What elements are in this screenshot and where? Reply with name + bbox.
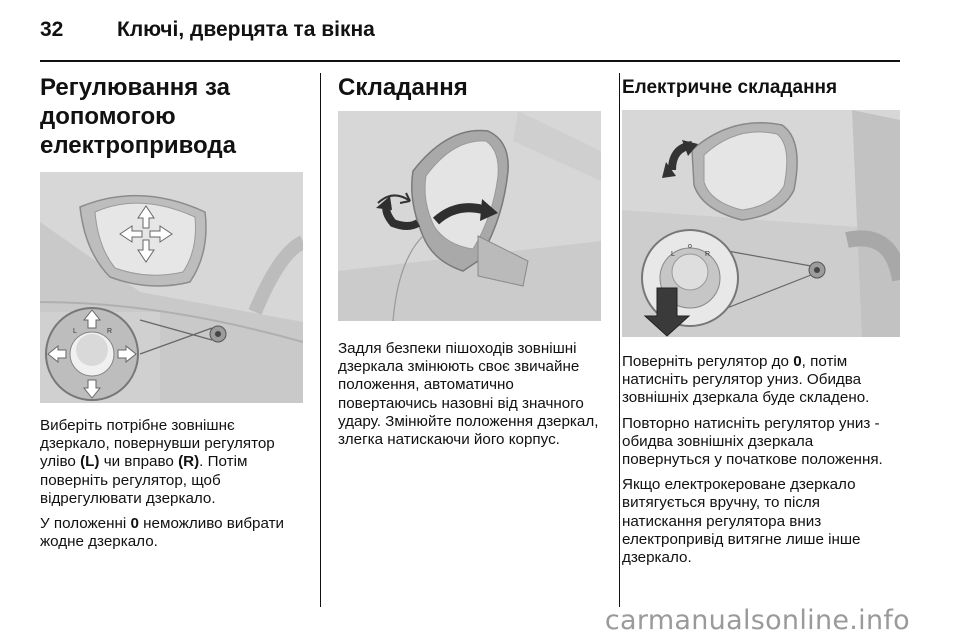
figure-mirror-folding <box>338 111 601 321</box>
paragraph-position-zero: У положенні 0 неможливо вибрати жодне дзеркало. <box>40 515 285 551</box>
fig3-knob-label-left: L <box>671 251 675 258</box>
figure-mirror-adjustment <box>40 172 303 403</box>
paragraph-press-again: Повторно натисніть регулятор униз - обидва зовнішніх дзеркала повернуться у початкове положення. <box>622 414 883 469</box>
paragraph-select-mirror: Виберіть потрібне зовнішнє дзеркало, повернувши регулятор уліво (L) чи вправо (R). Потім поверніть регулятор, щоб відрегулювати дзеркало. <box>40 417 275 507</box>
watermark: carmanualsonline.info <box>604 605 910 636</box>
paragraph-folding-safety: Задля безпеки пішоходів зовнішні дзеркала змінюють своє звичайне положення, автоматично повертаючись назовні від значного удару. Змінюйте положення дзеркал, злегка натискаючи його корпус. <box>338 340 599 449</box>
section-heading-folding: Складання <box>338 74 468 101</box>
figure-electric-folding <box>622 110 900 337</box>
section-heading-power-adjustment: Регулювання за допомогою електропривода <box>40 74 236 159</box>
fig3-knob-label-center: o <box>688 243 692 250</box>
fig1-knob-label-right: R <box>107 328 113 335</box>
column-divider-right <box>619 73 620 607</box>
fig3-knob-label-right: R <box>705 251 711 258</box>
page-header-title: Ключі, дверцята та вікна <box>117 18 375 41</box>
column-folding <box>338 73 606 449</box>
paragraph-turn-to-zero: Поверніть регулятор до 0, потім натисніть регулятор униз. Обидва зовнішніх дзеркала буде складено. <box>622 353 870 407</box>
column-divider-left <box>320 73 321 607</box>
paragraph-manual-extension: Якщо електрокероване дзеркало витягується вручну, то після натискання регулятора вниз електропривід витягне лише інше дзеркало. <box>622 476 861 567</box>
page-number: 32 <box>40 18 64 41</box>
fig1-knob-label-left: L <box>73 328 77 335</box>
column-electric-folding <box>622 73 904 567</box>
header-rule <box>40 60 900 62</box>
column-power-adjustment <box>40 73 303 551</box>
section-heading-electric-folding: Електричне складання <box>622 77 838 98</box>
